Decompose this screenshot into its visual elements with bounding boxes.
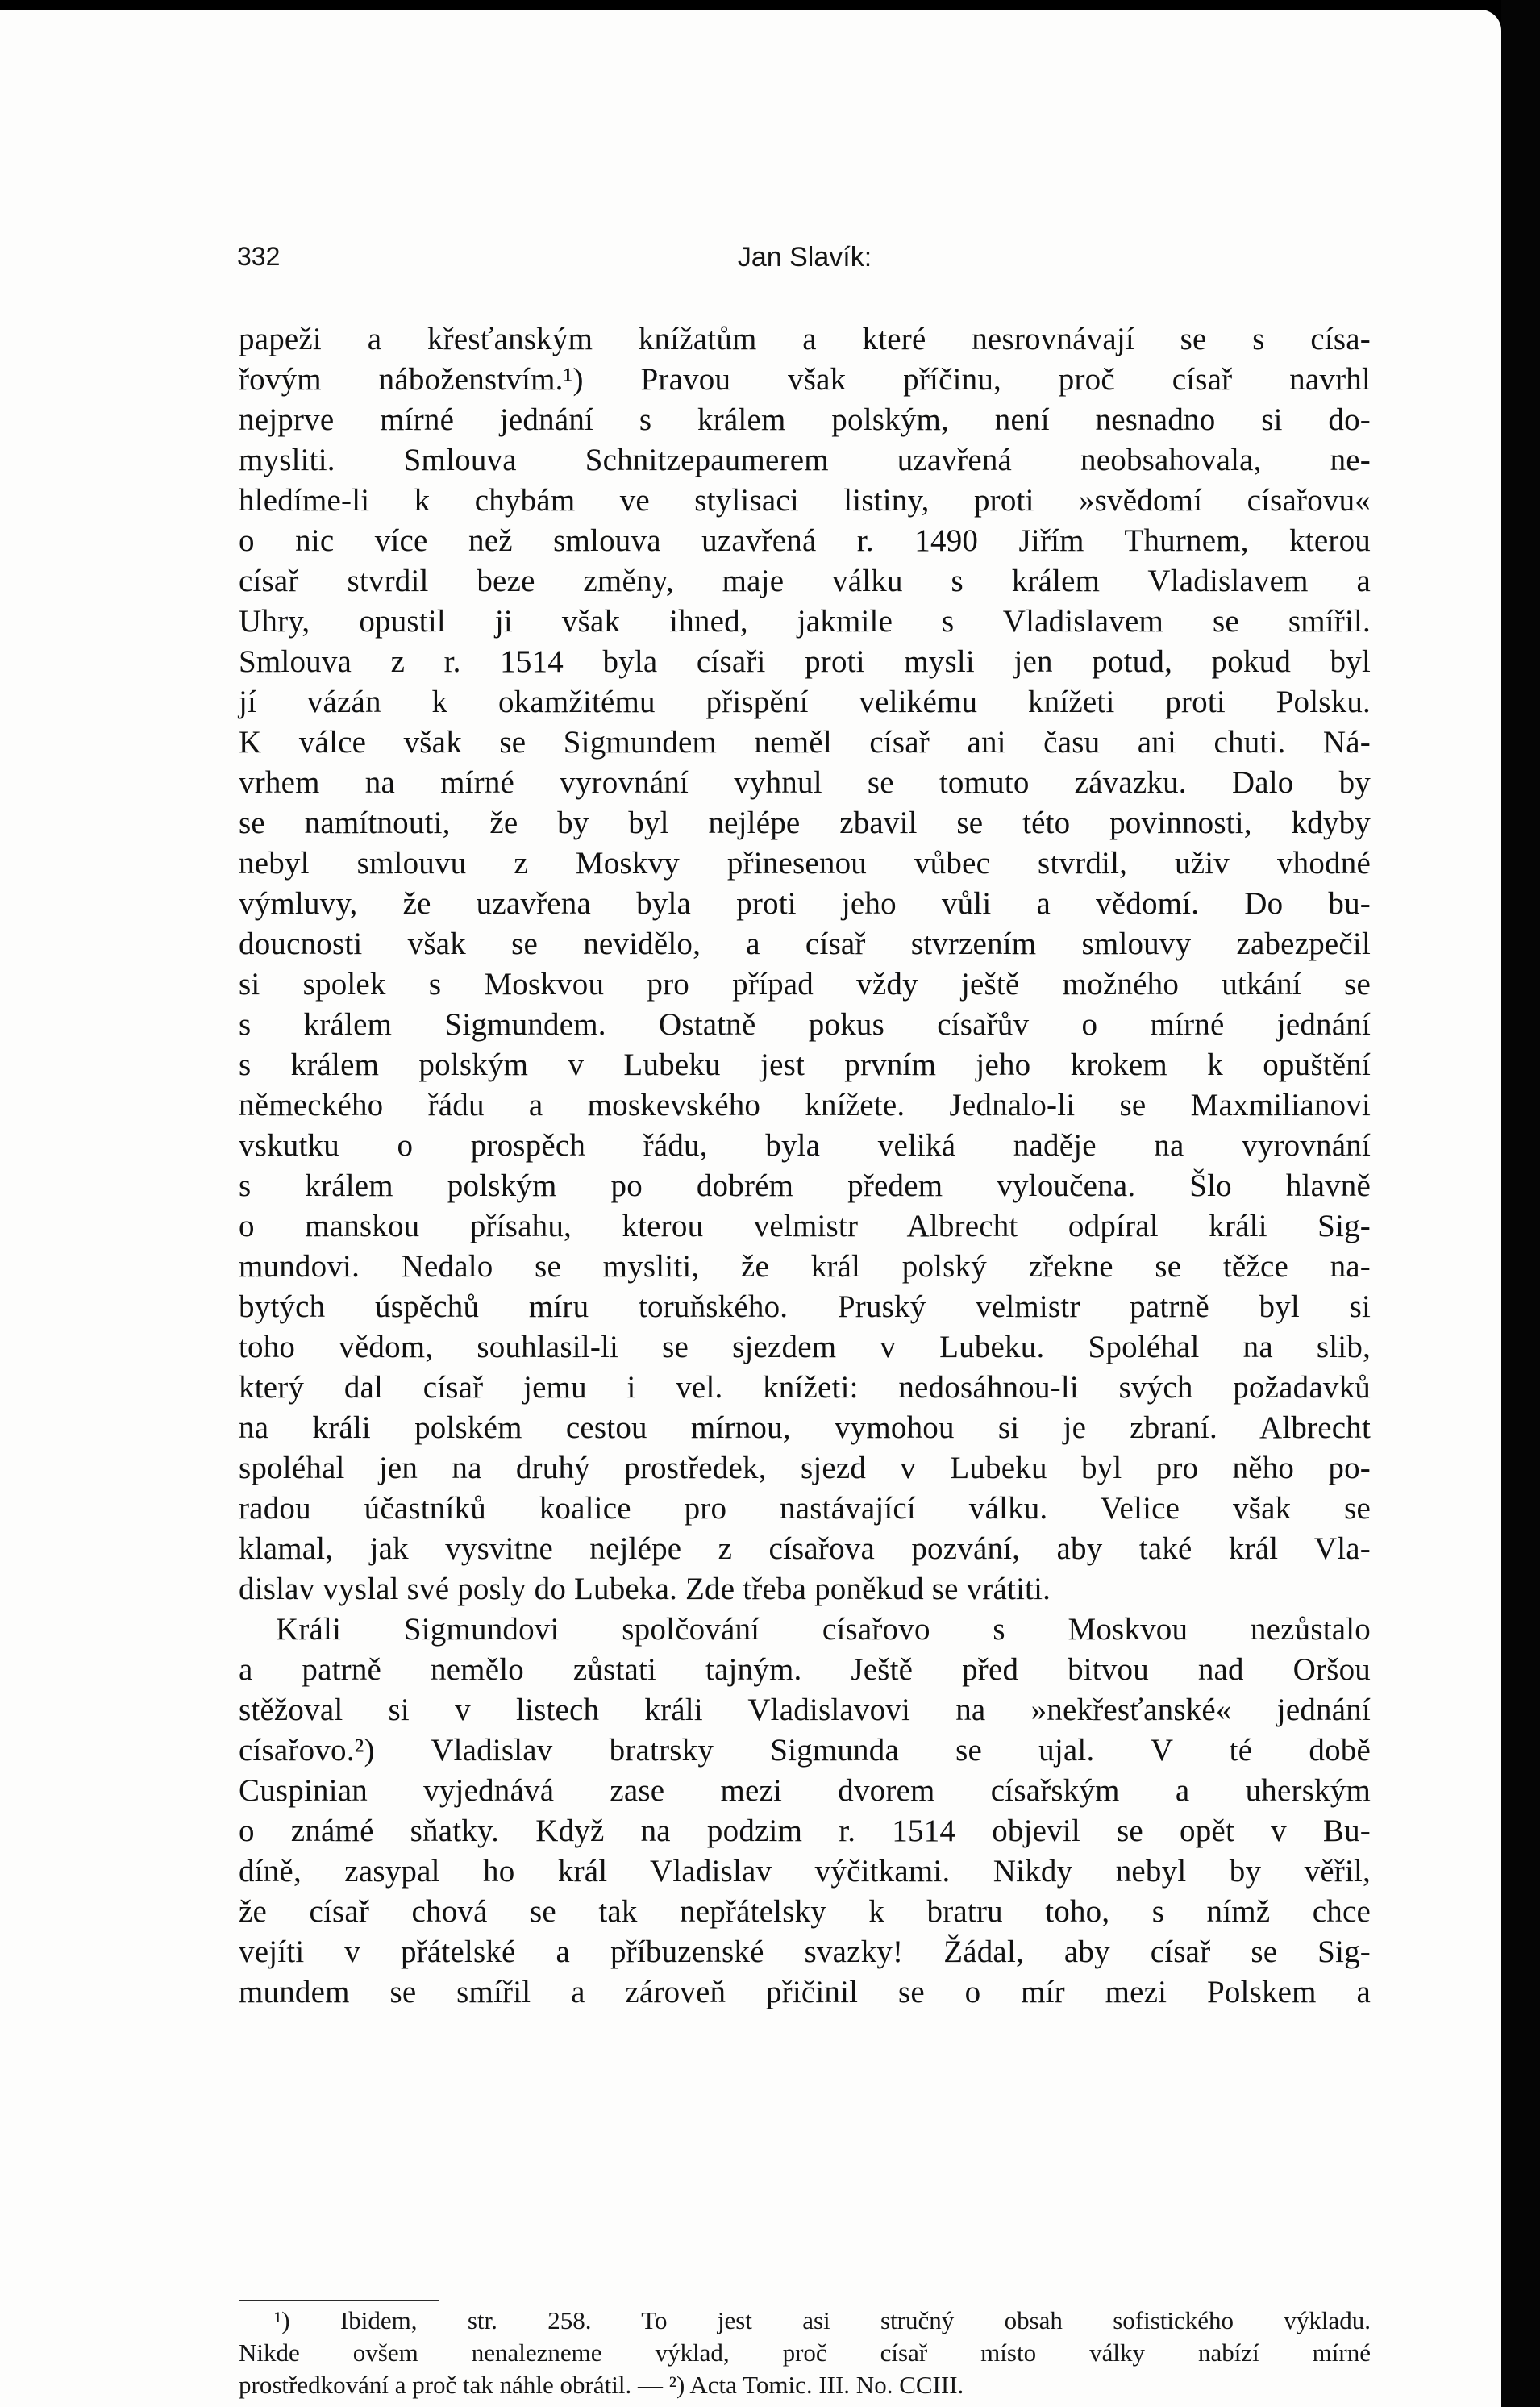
text-line: bytých úspěchů míru toruňského. Pruský velmistr patrně byl si xyxy=(239,1289,1371,1324)
text-line: mysliti. Smlouva Schnitzepaumerem uzavřená neobsahovala, ne- xyxy=(239,443,1371,477)
text-line: K válce však se Sigmundem neměl císař ani času ani chuti. Ná- xyxy=(239,725,1371,760)
text-line: s králem Sigmundem. Ostatně pokus císařův o mírné jednání xyxy=(239,1007,1371,1042)
text-line: a patrně nemělo zůstati tajným. Ještě před bitvou nad Oršou xyxy=(239,1652,1371,1687)
footnote-line: ¹) Ibidem, str. 258. To jest asi stručný obsah sofistického výkladu. xyxy=(274,2306,1371,2334)
text-line: o známé sňatky. Když na podzim r. 1514 objevil se opět v Bu- xyxy=(239,1814,1371,1848)
text-line: dislav vyslal své posly do Lubeka. Zde třeba poněkud se vrátiti. xyxy=(239,1572,1051,1606)
text-line: Králi Sigmundovi spolčování císařovo s Moskvou nezůstalo xyxy=(276,1612,1371,1647)
footnote-line: prostředkování a proč tak náhle obrátil. — ²) Acta Tomic. III. No. CCIII. xyxy=(239,2371,964,2399)
text-line: Smlouva z r. 1514 byla císaři proti mysli jen potud, pokud byl xyxy=(239,644,1371,679)
text-line: císař stvrdil beze změny, maje válku s králem Vladislavem a xyxy=(239,564,1371,598)
footnote-rule xyxy=(239,2300,439,2301)
text-line: německého řádu a moskevského knížete. Jednalo-li se Maxmilianovi xyxy=(239,1088,1371,1122)
text-line: řovým náboženstvím.¹) Pravou však příčinu, proč císař navrhl xyxy=(239,362,1371,397)
page-number: 332 xyxy=(237,242,281,271)
text-line: doucnosti však se nevidělo, a císař stvrzením smlouvy zabezpečil xyxy=(239,927,1371,961)
text-line: vrhem na mírné vyrovnání vyhnul se tomuto závazku. Dalo by xyxy=(239,765,1371,800)
text-line: si spolek s Moskvou pro případ vždy ještě možného utkání se xyxy=(239,967,1371,1002)
text-line: se namítnouti, že by byl nejlépe zbavil se této povinnosti, kdyby xyxy=(239,806,1371,840)
text-line: díně, zasypal ho král Vladislav výčitkami. Nikdy nebyl by věřil, xyxy=(239,1854,1371,1889)
text-line: nebyl smlouvu z Moskvy přinesenou vůbec stvrdil, uživ vhodné xyxy=(239,846,1371,881)
text-line: který dal císař jemu i vel. knížeti: nedosáhnou-li svých požadavků xyxy=(239,1370,1371,1405)
text-line: stěžoval si v listech králi Vladislavovi na »nekřesťanské« jednání xyxy=(239,1693,1371,1727)
footnotes xyxy=(239,2305,1371,2401)
text-line: mundem se smířil a zároveň přičinil se o mír mezi Polskem a xyxy=(239,1975,1371,2009)
text-line: s králem polským v Lubeku jest prvním jeho krokem k opuštění xyxy=(239,1047,1371,1082)
text-line: radou účastníků koalice pro nastávající válku. Velice však se xyxy=(239,1491,1371,1526)
text-line: na králi polském cestou mírnou, vymohou si je zbraní. Albrecht xyxy=(239,1410,1371,1445)
text-line: Cuspinian vyjednává zase mezi dvorem císařským a uherským xyxy=(239,1773,1371,1808)
text-line: nejprve mírné jednání s králem polským, není nesnadno si do- xyxy=(239,402,1371,437)
scan-edge xyxy=(1501,0,1540,2407)
text-line: císařovo.²) Vladislav bratrsky Sigmunda se ujal. V té době xyxy=(239,1733,1371,1768)
page-header xyxy=(237,242,1372,290)
text-line: mundovi. Nedalo se mysliti, že král polský zřekne se těžce na- xyxy=(239,1249,1371,1284)
text-line: s králem polským po dobrém předem vyloučena. Šlo hlavně xyxy=(239,1168,1371,1203)
footnote-line: Nikde ovšem nenalezneme výklad, proč císař místo války nabízí mírné xyxy=(239,2338,1371,2367)
text-line: hledíme-li k chybám ve stylisaci listiny, proti »svědomí císařovu« xyxy=(239,483,1371,518)
text-line: že císař chová se tak nepřátelsky k bratru toho, s nímž chce xyxy=(239,1894,1371,1929)
text-line: o manskou přísahu, kterou velmistr Albrecht odpíral králi Sig- xyxy=(239,1209,1371,1243)
text-line: klamal, jak vysvitne nejlépe z císařova pozvání, aby také král Vla- xyxy=(239,1531,1371,1566)
text-line: výmluvy, že uzavřena byla proti jeho vůli a vědomí. Do bu- xyxy=(239,886,1371,921)
text-line: spoléhal jen na druhý prostředek, sjezd v Lubeku byl pro něho po- xyxy=(239,1451,1371,1485)
text-line: o nic více než smlouva uzavřená r. 1490 Jiřím Thurnem, kterou xyxy=(239,523,1371,558)
text-line: vskutku o prospěch řádu, byla veliká naděje na vyrovnání xyxy=(239,1128,1371,1163)
text-line: vejíti v přátelské a příbuzenské svazky! Žádal, aby císař se Sig- xyxy=(239,1934,1371,1969)
text-line: papeži a křesťanským knížatům a které nesrovnávají se s císa- xyxy=(239,322,1371,356)
text-line: Uhry, opustil ji však ihned, jakmile s Vladislavem se smířil. xyxy=(239,604,1371,639)
body-text xyxy=(239,319,1371,2013)
text-line: jí vázán k okamžitému přispění velikému knížeti proti Polsku. xyxy=(239,685,1371,719)
running-head: Jan Slavík: xyxy=(737,242,872,273)
text-line: toho vědom, souhlasil-li se sjezdem v Lubeku. Spoléhal na slib, xyxy=(239,1330,1371,1364)
